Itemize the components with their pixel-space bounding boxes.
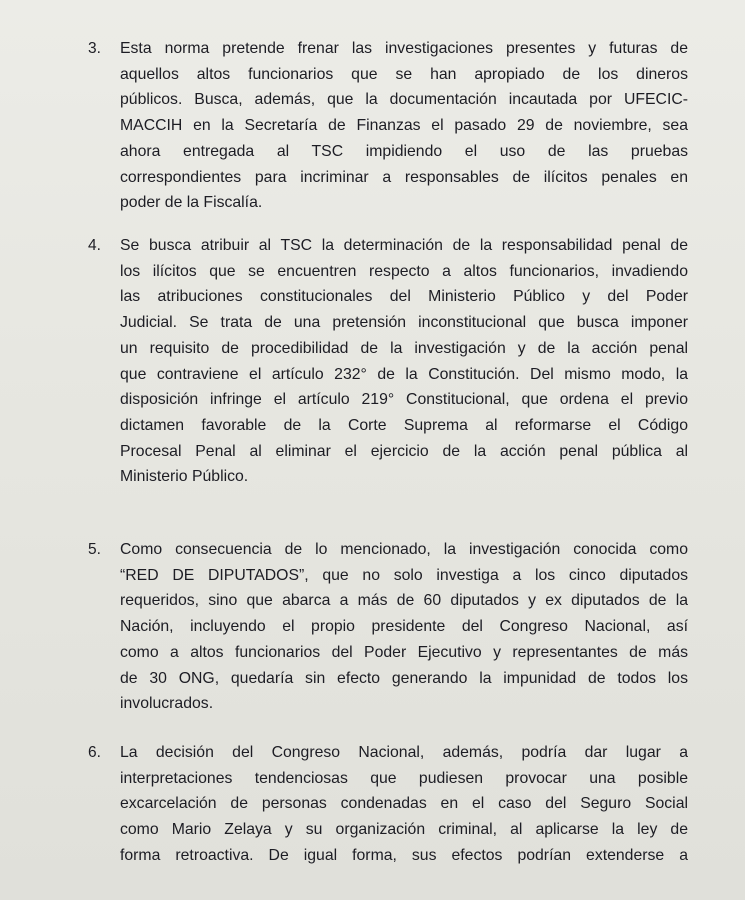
item-paragraph <box>120 537 688 717</box>
text-line: los ilícitos que se encuentren respecto a altos funcionarios, invadiendo <box>120 262 688 280</box>
text-line: aquellos altos funcionarios que se han apropiado de los dineros <box>120 65 688 83</box>
text-line: requeridos, sino que abarca a más de 60 diputados y ex diputados de la <box>120 592 688 610</box>
text-line: MACCIH en la Secretaría de Finanzas el pasado 29 de noviembre, sea <box>120 117 688 135</box>
text-line: un requisito de procedibilidad de la investigación y de la acción penal <box>120 339 688 357</box>
text-line: La decisión del Congreso Nacional, además, podría dar lugar a <box>120 744 688 761</box>
text-line: Nación, incluyendo el propio presidente del Congreso Nacional, así <box>120 618 688 636</box>
text-line: poder de la Fiscalía. <box>120 194 263 212</box>
text-line: “RED DE DIPUTADOS”, que no solo investiga a los cinco diputados <box>120 566 688 584</box>
text-line: como a altos funcionarios del Poder Ejecutivo y representantes de más <box>120 643 688 661</box>
text-line: ahora entregada al TSC impidiendo el uso de las pruebas <box>120 142 688 160</box>
item-number: 6. <box>88 744 101 761</box>
text-line: las atribuciones constitucionales del Ministerio Público y del Poder <box>120 288 688 306</box>
item-number: 4. <box>88 237 101 254</box>
text-line: forma retroactiva. De igual forma, sus efectos podrían extenderse a <box>120 846 688 864</box>
list-item <box>88 233 688 490</box>
text-line: Esta norma pretende frenar las investigaciones presentes y futuras de <box>120 40 688 57</box>
text-line: involucrados. <box>120 695 214 713</box>
item-paragraph <box>120 36 688 216</box>
text-line: Como consecuencia de lo mencionado, la investigación conocida como <box>120 541 688 558</box>
item-paragraph <box>120 233 688 490</box>
list-item <box>88 537 688 717</box>
text-line: Procesal Penal al eliminar el ejercicio de la acción penal pública al <box>120 442 688 460</box>
text-line: interpretaciones tendenciosas que pudiesen provocar una posible <box>120 769 688 787</box>
text-line: Se busca atribuir al TSC la determinación de la responsabilidad penal de <box>120 237 688 254</box>
item-paragraph <box>120 740 688 869</box>
list-item <box>88 740 688 869</box>
text-line: como Mario Zelaya y su organización criminal, al aplicarse la ley de <box>120 821 688 839</box>
text-line: Judicial. Se trata de una pretensión inconstitucional que busca imponer <box>120 314 688 332</box>
list-item <box>88 36 688 216</box>
text-line: que contraviene el artículo 232° de la Constitución. Del mismo modo, la <box>120 365 688 383</box>
item-number: 5. <box>88 541 101 558</box>
text-line: correspondientes para incriminar a responsables de ilícitos penales en <box>120 168 688 186</box>
text-line: disposición infringe el artículo 219° Constitucional, que ordena el previo <box>120 391 688 409</box>
text-line: públicos. Busca, además, que la documentación incautada por UFECIC- <box>120 91 688 109</box>
text-line: excarcelación de personas condenadas en el caso del Seguro Social <box>120 795 688 813</box>
text-line: dictamen favorable de la Corte Suprema al reformarse el Código <box>120 416 688 434</box>
item-number: 3. <box>88 40 101 57</box>
text-line: Ministerio Público. <box>120 468 249 486</box>
text-line: de 30 ONG, quedaría sin efecto generando la impunidad de todos los <box>120 669 688 687</box>
